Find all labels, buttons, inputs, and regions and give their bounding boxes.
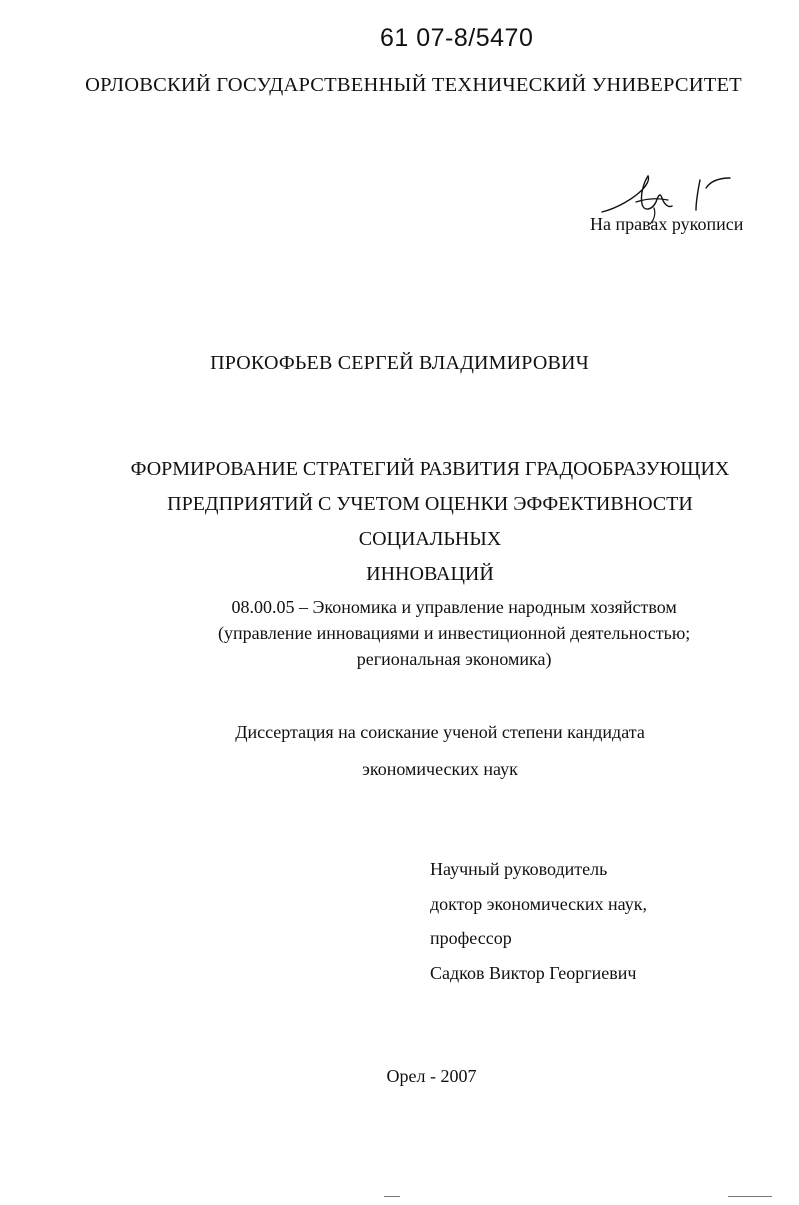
title-line: ИННОВАЦИЙ (366, 563, 494, 585)
dissertation-title (110, 452, 750, 592)
scientific-advisor (430, 852, 647, 990)
city-year: Орел - 2007 (386, 1066, 477, 1086)
manuscript-rights-note: На правах рукописи (590, 214, 744, 234)
advisor-line: профессор (430, 928, 512, 948)
degree-statement (160, 714, 720, 788)
specialty-line: (управление инновациями и инвестиционной деятельностью; (218, 623, 691, 643)
specialty-code (218, 594, 690, 672)
title-line: ПРЕДПРИЯТИЙ С УЧЕТОМ ОЦЕНКИ ЭФФЕКТИВНОСТИ СОЦИАЛЬНЫХ (167, 493, 693, 550)
advisor-line: Научный руководитель (430, 859, 608, 879)
degree-line: Диссертация на соискание ученой степени кандидата (235, 722, 645, 742)
advisor-line: Садков Виктор Георгиевич (430, 962, 637, 983)
specialty-line: региональная экономика) (356, 649, 552, 669)
degree-line: экономических наук (362, 759, 518, 779)
advisor-line: доктор экономических наук, (430, 893, 647, 914)
scan-artifact (728, 1196, 772, 1197)
catalog-number: 61 07-8/5470 (380, 24, 534, 52)
scan-artifact (384, 1196, 400, 1197)
specialty-line: 08.00.05 – Экономика и управление народным хозяйством (231, 597, 677, 617)
university-name: ОРЛОВСКИЙ ГОСУДАРСТВЕННЫЙ ТЕХНИЧЕСКИЙ УНИВЕРСИТЕТ (85, 74, 742, 96)
title-line: ФОРМИРОВАНИЕ СТРАТЕГИЙ РАЗВИТИЯ ГРАДООБРАЗУЮЩИХ (130, 458, 730, 480)
author-name: ПРОКОФЬЕВ СЕРГЕЙ ВЛАДИМИРОВИЧ (210, 352, 589, 374)
